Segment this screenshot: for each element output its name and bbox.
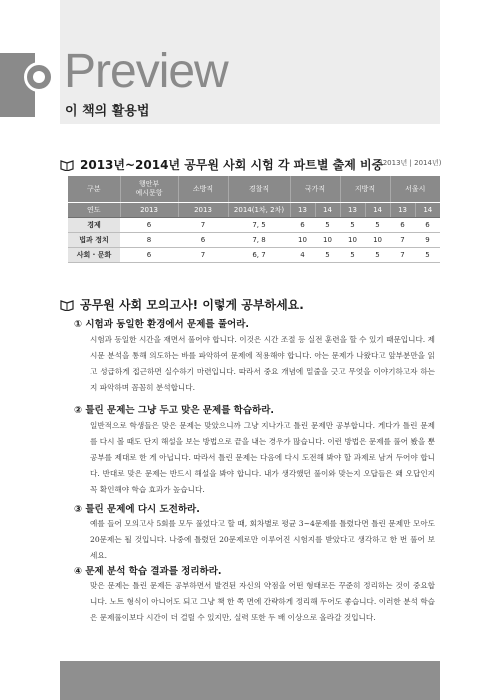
table-cell: 7 <box>390 248 415 263</box>
table-cell: 5 <box>315 248 340 263</box>
page-title: Preview <box>64 45 228 98</box>
section-heading-text: 공무원 사회 모의고사! 이렇게 공부하세요. <box>80 298 304 312</box>
table-cell: 10 <box>315 233 340 248</box>
year-cell: 2014(1차, 2차) <box>228 203 290 218</box>
table-cell: 5 <box>415 248 440 263</box>
section-heading-text: 2013년~2014년 공무원 사회 시험 각 파트별 출제 비중 <box>80 158 384 172</box>
table-cell: 5 <box>340 218 365 233</box>
table-cell: 4 <box>290 248 315 263</box>
study-tip-title: ③ 틀린 문제에 다시 도전하라. <box>74 504 200 515</box>
header-cell: 소방직 <box>178 176 228 203</box>
study-tip-title: ① 시험과 동일한 환경에서 문제를 풀어라. <box>74 319 250 330</box>
table-cell: 9 <box>415 233 440 248</box>
table-cell: 6 <box>120 248 178 263</box>
header-cell: 행안부 예시문항 <box>120 176 178 203</box>
table-row <box>68 233 440 248</box>
year-cell: 2013 <box>178 203 228 218</box>
table-cell: 5 <box>340 248 365 263</box>
year-label-cell: 연도 <box>68 203 120 218</box>
section-heading-study <box>60 296 304 313</box>
study-tip-body: 일반적으로 학생들은 맞은 문제는 맞았으니까 그냥 지나가고 틀린 문제만 공부합니다. 게다가 틀린 문제를 다시 볼 때도 단지 해설을 보는 방법으로 끝을 내는 경우가 많습니다. 이런 방법은 문제를 풀어 봤을 뿐 공부를 제대로 한 게 아닙니다. 따라서 틀린 문제는 다음에 다시 도전해 봐야 할 과제로 남겨 두어야 합니다. 반대로 맞은 문제는 반드시 해설을 봐야 합니다. 내가 생각했던 풀이와 맞는지 오답들은 왜 오답인지 꼭 확인해야 학습 효과가 높습니다. <box>90 421 435 494</box>
table-cell: 6 <box>390 218 415 233</box>
year-cell: 13 <box>340 203 365 218</box>
table-cell: 7 <box>178 218 228 233</box>
study-tip-body: 맞은 문제는 틀린 문제든 공부하면서 발견된 자신의 약점을 어떤 형태로든 꾸준히 정리하는 것이 중요합니다. 노트 형식이 아니어도 되고 그냥 책 한 쪽 면에 간략하게 정리해 두어도 좋습니다. 이러한 분석 학습은 문제풀이보다 시간이 더 걸릴 수 있지만, 실력 또한 두 배 이상으로 올라갈 것입니다. <box>90 581 435 622</box>
year-cell: 14 <box>365 203 390 218</box>
header-cell: 경찰직 <box>228 176 290 203</box>
study-tip-body: 예를 들어 모의고사 5회를 모두 풀었다고 할 때, 회차별로 평균 3~4문제를 틀렸다면 틀린 문제만 모아도 20문제는 될 것입니다. 나중에 틀렸던 20문제로만 이루어진 시험지를 받았다고 생각하고 한 번 풀어 보세요. <box>90 519 435 560</box>
table-cell: 7 <box>178 248 228 263</box>
table-cell: 5 <box>365 248 390 263</box>
row-label: 경제 <box>68 218 120 233</box>
table-row <box>68 248 440 263</box>
header-cell: 구분 <box>68 176 120 203</box>
table-cell: 5 <box>315 218 340 233</box>
table-cell: 8 <box>120 233 178 248</box>
table-cell: 5 <box>365 218 390 233</box>
table-cell: 7, 5 <box>228 218 290 233</box>
page-subtitle: 이 책의 활용법 <box>65 104 150 119</box>
table-cell: 10 <box>365 233 390 248</box>
row-label: 법과 정치 <box>68 233 120 248</box>
year-cell: 14 <box>315 203 340 218</box>
stats-table <box>68 176 440 263</box>
year-legend: (2013년 | 2014년) <box>380 159 442 167</box>
section-heading-stats <box>60 156 383 173</box>
preview-circle-icon <box>24 62 54 92</box>
table-cell: 6 <box>120 218 178 233</box>
study-tip-title: ④ 문제 분석 학습 결과를 정리하라. <box>74 566 222 577</box>
table-cell: 6 <box>178 233 228 248</box>
table-cell: 10 <box>290 233 315 248</box>
year-cell: 13 <box>390 203 415 218</box>
table-cell: 7 <box>390 233 415 248</box>
year-cell: 13 <box>290 203 315 218</box>
table-header-row <box>68 176 440 203</box>
year-cell: 14 <box>415 203 440 218</box>
header-cell: 서울시 <box>390 176 440 203</box>
table-row <box>68 218 440 233</box>
year-cell: 2013 <box>120 203 178 218</box>
table-cell: 6 <box>415 218 440 233</box>
table-cell: 6 <box>290 218 315 233</box>
header-cell: 국가직 <box>290 176 340 203</box>
table-cell: 10 <box>340 233 365 248</box>
book-icon <box>60 299 74 311</box>
study-tip-body: 시험과 동일한 시간을 재면서 풀어야 합니다. 이것은 시간 조절 등 실전 훈련을 할 수 있기 때문입니다. 제시문 분석을 통해 의도하는 바를 파악하여 문제에 적용해야 합니다. 아는 문제가 나왔다고 앞부분만을 읽고 성급하게 접근하면 실수하기 마련입니다. 따라서 중요 개념에 밑줄을 긋고 무엇을 이야기하고자 하는지 파악하며 꼼꼼히 분석합니다. <box>90 335 435 392</box>
row-label: 사회 · 문화 <box>68 248 120 263</box>
header-cell: 지방직 <box>340 176 390 203</box>
table-year-row <box>68 203 440 218</box>
table-cell: 6, 7 <box>228 248 290 263</box>
table-cell: 7, 8 <box>228 233 290 248</box>
study-tip-title: ② 틀린 문제는 그냥 두고 맞은 문제를 학습하라. <box>74 405 274 416</box>
book-icon <box>60 159 74 171</box>
footer-band <box>60 661 440 700</box>
